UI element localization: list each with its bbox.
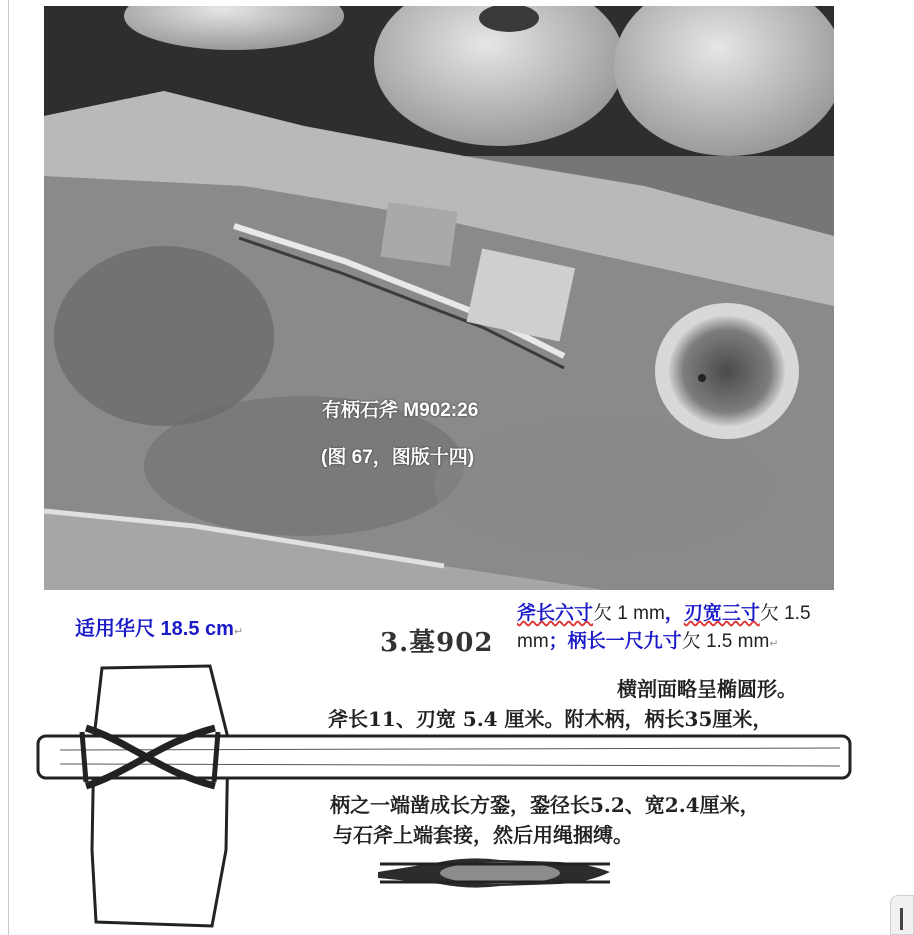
ruler-note bbox=[75, 612, 243, 641]
scrollbar-thumb[interactable] bbox=[900, 908, 903, 930]
axe-length-label: 斧长六寸 bbox=[517, 603, 594, 624]
excavation-photo bbox=[44, 6, 834, 590]
figure-caption: 3.墓902 bbox=[380, 628, 494, 658]
separator-comma: ， bbox=[664, 603, 684, 624]
blade-width-value: 欠 1.5 mm bbox=[517, 603, 811, 652]
paragraph-mark: ↵ bbox=[233, 626, 244, 638]
axe-head-outline bbox=[92, 666, 228, 926]
ruler-note-text: 适用华尺 18.5 cm bbox=[75, 618, 234, 640]
photo-label-reference: (图 67，图版十四) bbox=[321, 447, 475, 468]
excavation-photo-graphic bbox=[44, 6, 834, 590]
paragraph-mark: ↵ bbox=[769, 638, 779, 650]
book-text-line-2: 斧长11、刃宽 5.4 厘米。附木柄，柄长35厘米， bbox=[328, 707, 773, 731]
handle-length-value: 欠 1.5 mm bbox=[681, 631, 770, 652]
handle-length-label: 柄长一尺九寸 bbox=[567, 631, 682, 652]
book-text-line-1: 横剖面略呈椭圆形。 bbox=[617, 677, 797, 701]
blade-width-label: 刃宽三寸 bbox=[683, 603, 760, 624]
scrollbar[interactable] bbox=[890, 895, 914, 935]
photo-label-title: 有柄石斧 M902:26 bbox=[322, 400, 479, 421]
book-text-line-3: 柄之一端凿成长方銎，銎径长5.2、宽2.4厘米， bbox=[330, 793, 760, 817]
wooden-handle bbox=[38, 736, 850, 778]
axe-length-value: 欠 1 mm bbox=[593, 603, 665, 624]
handle-socket-section bbox=[378, 858, 610, 887]
separator-semicolon: ； bbox=[548, 631, 568, 652]
book-text-line-4: 与石斧上端套接，然后用绳捆缚。 bbox=[333, 823, 633, 847]
